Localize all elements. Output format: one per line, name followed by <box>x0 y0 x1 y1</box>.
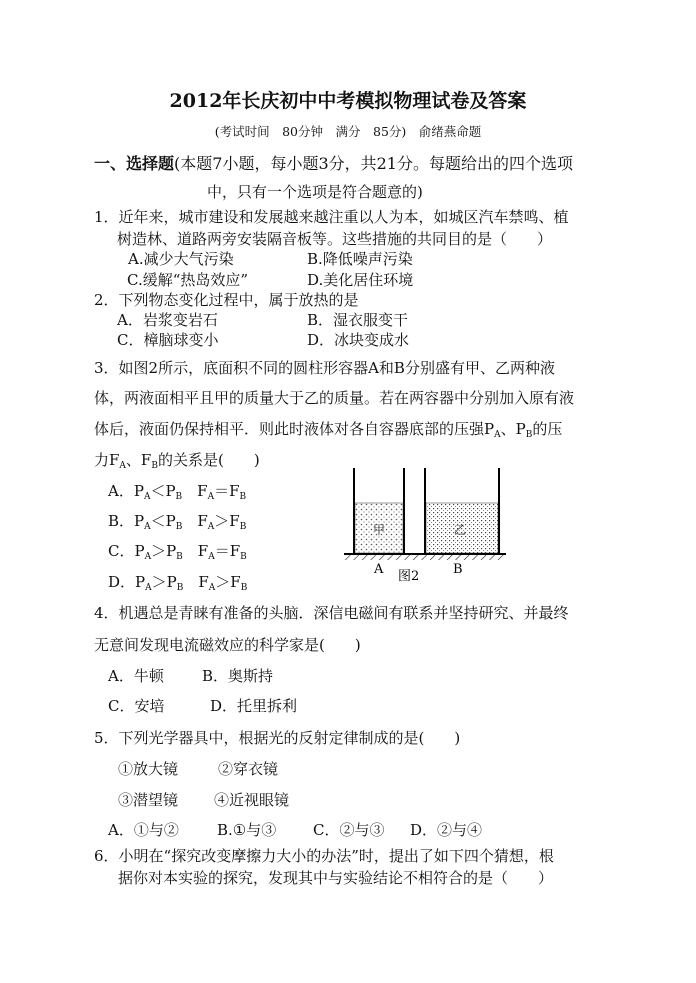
q4-stem-cont: 无意间发现电流磁效应的科学家是( ) <box>94 636 361 654</box>
option-text: F <box>182 482 208 500</box>
q3-text: 、P <box>500 420 526 438</box>
subscript: A <box>143 492 151 502</box>
q4-option-c: C．安培 <box>108 697 165 715</box>
subscript: A <box>145 583 152 593</box>
option-text: ＞F <box>215 573 241 591</box>
figure-2 <box>340 463 510 585</box>
q3-option-d <box>108 571 247 593</box>
subscript: B <box>175 522 183 532</box>
subscript: A <box>144 552 152 562</box>
option-text: ＞F <box>214 512 240 530</box>
q1-stem-cont: 树造林、道路两旁安装隔音板等。这些措施的共同目的是（ ） <box>117 230 553 248</box>
option-text: F <box>182 542 209 560</box>
q4-option-d: D．托里拆利 <box>210 697 298 715</box>
q3-text: 、F <box>125 451 152 469</box>
q4-option-a: A．牛顿 <box>108 667 164 685</box>
section-description-cont: 中，只有一个选项是符合题意的) <box>207 183 423 201</box>
q3-stem-cont2 <box>94 418 562 440</box>
q5-item-3: ③潜望镜 <box>118 791 179 809</box>
q2-stem: 2．下列物态变化过程中，属于放热的是 <box>94 291 359 309</box>
q3-stem-cont: 体，两液面相平且甲的质量大于乙的质量。若在两容器中分别加入原有液 <box>94 389 575 407</box>
q1-stem: 1．近年来，城市建设和发展越来越注重以人为本，如城区汽车禁鸣、植 <box>94 208 569 226</box>
q3-option-b <box>108 510 246 532</box>
q5-option-c: C．②与③ <box>313 821 385 839</box>
q5-option-b: B.①与③ <box>217 821 277 839</box>
option-text: ＝F <box>214 542 241 560</box>
subscript: B <box>175 492 183 502</box>
subscript: B <box>240 583 248 593</box>
q5-option-a: A．①与② <box>108 821 179 839</box>
q3-stem-cont3 <box>94 449 260 471</box>
subscript: B <box>239 522 247 532</box>
q5-option-d: D．②与④ <box>410 821 483 839</box>
figure-2-drawing <box>340 463 510 585</box>
subscript: A <box>207 522 215 532</box>
option-text: A．P <box>108 482 144 500</box>
option-text: ＝F <box>214 482 240 500</box>
q3-option-a <box>108 480 246 502</box>
subscript: A <box>207 492 215 502</box>
ground-hatch <box>344 555 506 560</box>
q3-text: 的关系是( ) <box>157 451 260 469</box>
figure-caption: 图2 <box>398 569 420 584</box>
option-text: D．P <box>108 573 146 591</box>
section-description: (本题7小题，每小题3分，共21分。每题给出的四个选项 <box>174 154 573 173</box>
q2-option-c: C．樟脑球变小 <box>117 331 219 349</box>
liquid-b-label: 乙 <box>454 523 467 537</box>
q5-item-4: ④近视眼镜 <box>214 791 290 809</box>
subscript: B <box>176 552 183 562</box>
subscript: B <box>176 583 184 593</box>
option-text: F <box>182 512 208 530</box>
q3-text: 力F <box>94 451 120 469</box>
option-text: C．P <box>108 542 145 560</box>
q5-stem: 5．下列光学器具中，根据光的反射定律制成的是( ) <box>94 729 461 747</box>
page-title: 2012年长庆初中中考模拟物理试卷及答案 <box>169 90 527 112</box>
option-text: ＜P <box>150 482 176 500</box>
q2-option-a: A．岩浆变岩石 <box>117 311 218 329</box>
q1-option-a: A.减少大气污染 <box>128 250 234 268</box>
subscript: B <box>151 461 158 471</box>
q3-option-c <box>108 540 247 562</box>
subscript: B <box>239 492 247 502</box>
q3-stem: 3．如图2所示，底面积不同的圆柱形容器A和B分别盛有甲、乙两种液 <box>94 359 555 377</box>
container-a-label: A <box>374 562 384 577</box>
q5-item-1: ①放大镜 <box>118 760 179 778</box>
subscript: A <box>119 461 126 471</box>
liquid-a-label: 甲 <box>373 523 386 537</box>
option-text: ＜P <box>150 512 176 530</box>
section-heading <box>94 151 573 174</box>
q1-option-d: D.美化居住环境 <box>307 271 414 289</box>
section-title: 一、选择题 <box>94 154 175 173</box>
subscript: B <box>525 430 533 440</box>
container-b-label: B <box>453 562 463 577</box>
q2-option-d: D．冰块变成水 <box>307 331 410 349</box>
option-text: ＞P <box>151 542 177 560</box>
q1-option-b: B.降低噪声污染 <box>307 250 413 268</box>
subscript: A <box>144 522 151 532</box>
q1-option-c: C.缓解“热岛效应” <box>127 271 249 289</box>
q6-stem: 6．小明在“探究改变摩擦力大小的办法”时，提出了如下四个猜想，根 <box>94 847 554 865</box>
q4-option-b: B．奥斯持 <box>202 667 274 685</box>
option-text: ＞P <box>151 573 177 591</box>
exam-info: (考试时间 80分钟 满分 85分) 俞绪燕命题 <box>214 124 482 139</box>
q3-text: 体后，液面仍保持相平．则此时液体对各自容器底部的压强P <box>94 420 495 438</box>
q6-stem-cont: 据你对本实验的探究，发现其中与实验结论不相符合的是（ ） <box>118 869 554 887</box>
subscript: A <box>494 430 501 440</box>
q5-item-2: ②穿衣镜 <box>218 760 279 778</box>
subscript: A <box>208 583 216 593</box>
q4-stem: 4．机遇总是青睐有准备的头脑．深信电磁间有联系并坚持研究、并最终 <box>94 604 569 622</box>
subscript: B <box>240 552 247 562</box>
q2-option-b: B．湿衣服变干 <box>307 311 409 329</box>
subscript: A <box>208 552 215 562</box>
option-text: B．P <box>108 512 145 530</box>
option-text: F <box>183 573 209 591</box>
q3-text: 的压 <box>532 420 563 438</box>
